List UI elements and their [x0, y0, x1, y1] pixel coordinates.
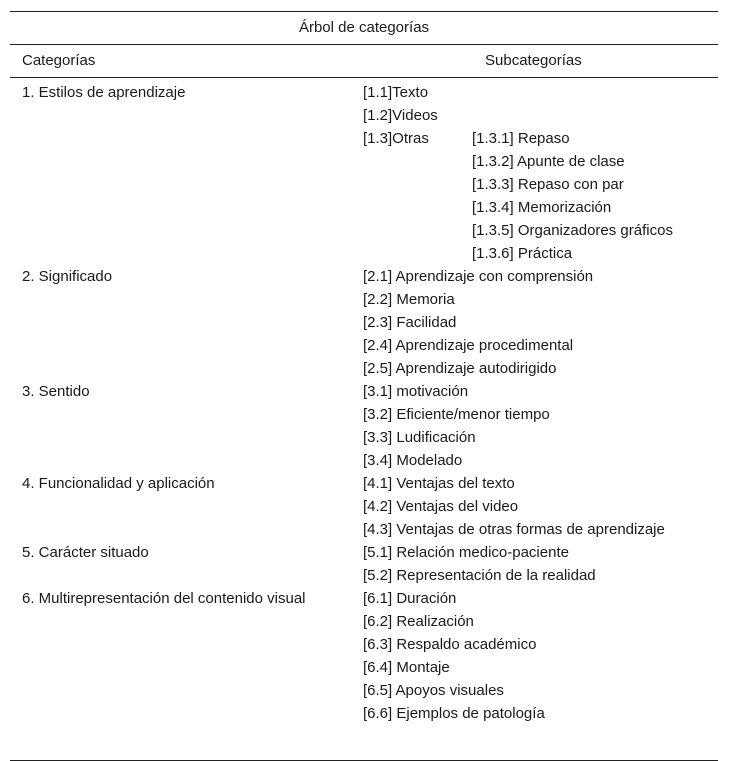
- subcategory-label: [3.3] Ludificación: [363, 429, 476, 446]
- subcategory-label: [2.2] Memoria: [363, 291, 455, 308]
- subcategory-label: [5.1] Relación medico-paciente: [363, 544, 569, 561]
- sub-subcategory-label: [1.3.5] Organizadores gráficos: [472, 222, 673, 239]
- category-tree-table: [10, 11, 718, 761]
- table-header: [10, 45, 718, 77]
- category-label: 4. Funcionalidad y aplicación: [22, 475, 215, 492]
- subcategory-label: [6.5] Apoyos visuales: [363, 682, 504, 699]
- header-subcategories: Subcategorías: [485, 52, 582, 69]
- sub-subcategory-label: [1.3.4] Memorización: [472, 199, 612, 216]
- subcategory-label: [1.2]Videos: [363, 107, 438, 124]
- table-title: Árbol de categorías: [298, 19, 430, 36]
- subcategory-label: [3.1] motivación: [363, 383, 469, 400]
- category-label: 5. Carácter situado: [22, 544, 149, 561]
- table-body: [10, 78, 718, 760]
- category-label: 6. Multirepresentación del contenido visual: [22, 590, 306, 607]
- subcategory-label: [6.4] Montaje: [363, 659, 450, 676]
- category-label: 2. Significado: [22, 268, 113, 285]
- subcategory-label: [6.6] Ejemplos de patología: [363, 705, 545, 722]
- subcategory-label: [2.3] Facilidad: [363, 314, 457, 331]
- category-label: 3. Sentido: [22, 383, 90, 400]
- subcategory-label: [5.2] Representación de la realidad: [363, 567, 596, 584]
- subcategory-label: [4.1] Ventajas del texto: [363, 475, 515, 492]
- sub-subcategory-label: [1.3.2] Apunte de clase: [472, 153, 625, 170]
- subcategory-label: [6.2] Realización: [363, 613, 474, 630]
- subcategory-label: [1.1]Texto: [363, 84, 429, 101]
- subcategory-label: [6.1] Duración: [363, 590, 457, 607]
- category-label: 1. Estilos de aprendizaje: [22, 84, 186, 101]
- sub-subcategory-label: [1.3.6] Práctica: [472, 245, 573, 262]
- subcategory-label: [4.3] Ventajas de otras formas de aprendizaje: [363, 521, 665, 538]
- subcategory-label: [3.4] Modelado: [363, 452, 463, 469]
- subcategory-label: [2.5] Aprendizaje autodirigido: [363, 360, 557, 377]
- sub-subcategory-label: [1.3.1] Repaso: [472, 130, 570, 147]
- subcategory-label: [4.2] Ventajas del video: [363, 498, 519, 515]
- subcategory-label: [2.1] Aprendizaje con comprensión: [363, 268, 594, 285]
- subcategory-label: [1.3]Otras: [363, 130, 429, 147]
- subcategory-label: [3.2] Eficiente/menor tiempo: [363, 406, 550, 423]
- sub-subcategory-label: [1.3.3] Repaso con par: [472, 176, 624, 193]
- subcategory-label: [6.3] Respaldo académico: [363, 636, 537, 653]
- subcategory-label: [2.4] Aprendizaje procedimental: [363, 337, 574, 354]
- header-categories: Categorías: [22, 52, 96, 69]
